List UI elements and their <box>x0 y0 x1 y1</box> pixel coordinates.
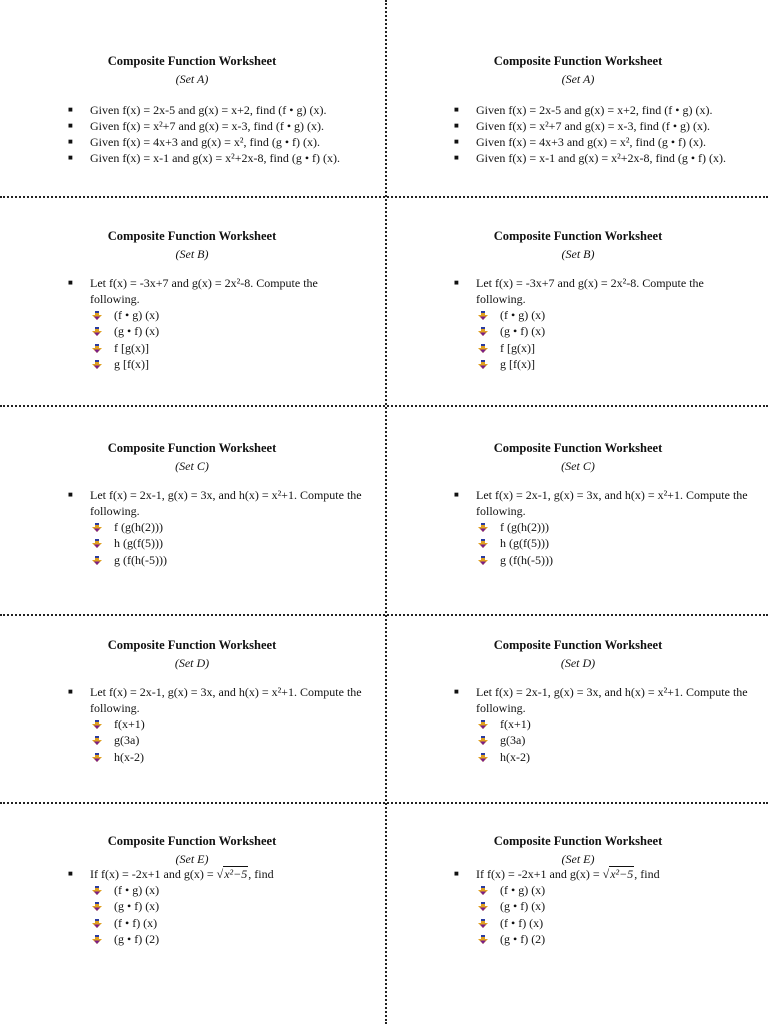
sub-problem-item <box>92 915 366 931</box>
arrow-bullet-icon <box>478 736 488 745</box>
sub-problem-list <box>66 882 366 947</box>
problem-item <box>452 684 752 716</box>
sub-problem-text: (g • f) (x) <box>114 899 160 914</box>
arrow-bullet-icon <box>92 720 102 729</box>
square-root <box>603 866 635 882</box>
arrow-bullet-icon <box>92 902 102 911</box>
square-bullet-icon: ■ <box>68 153 73 162</box>
arrow-bullet-icon <box>478 886 488 895</box>
worksheet-card <box>386 395 768 585</box>
sub-problem-text: g [f(x)] <box>500 356 535 371</box>
sub-problem-text: f(x+1) <box>114 717 145 731</box>
problem-text: If f(x) = -2x+1 and g(x) = <box>476 867 603 881</box>
sub-problem-item <box>478 307 752 323</box>
problem-text: Given f(x) = 4x+3 and g(x) = x², find (g • f) (x). <box>476 135 707 149</box>
arrow-bullet-icon <box>478 753 488 762</box>
problem-text: Let f(x) = -3x+7 and g(x) = 2x²-8. Compute the following. <box>476 276 704 306</box>
problem-list <box>66 102 366 166</box>
sub-problem-text: h (g(f(5))) <box>114 536 163 551</box>
sub-problem-list <box>452 519 752 568</box>
problem-text: Let f(x) = 2x-1, g(x) = 3x, and h(x) = x²+1. Compute the following. <box>90 685 362 715</box>
sub-problem-item <box>478 535 752 551</box>
card-set-label: (Set A) <box>175 72 209 86</box>
worksheet-card <box>0 183 384 373</box>
sub-problem-text: (f • g) (x) <box>500 308 546 322</box>
arrow-bullet-icon <box>92 935 102 944</box>
arrow-bullet-icon <box>478 720 488 729</box>
card-set-label: (Set B) <box>561 247 595 261</box>
card-title: Composite Function Worksheet <box>107 834 277 848</box>
sub-problem-item <box>92 931 366 947</box>
problem-item <box>66 134 366 150</box>
worksheet-card <box>386 183 768 373</box>
problem-list <box>452 102 752 166</box>
card-set-label: (Set C) <box>561 459 595 473</box>
arrow-bullet-icon <box>478 360 488 369</box>
sub-problem-item <box>478 323 752 339</box>
arrow-bullet-icon <box>478 344 488 353</box>
problem-item <box>66 102 366 118</box>
arrow-bullet-icon <box>92 736 102 745</box>
arrow-bullet-icon <box>92 919 102 928</box>
problem-list <box>66 487 366 568</box>
radicand: x²−5 <box>610 867 634 881</box>
sub-problem-item <box>92 356 366 372</box>
problem-text: , find <box>634 867 660 881</box>
sub-problem-list <box>452 307 752 372</box>
sub-problem-item <box>478 716 752 732</box>
sub-problem-text: h(x-2) <box>500 749 530 764</box>
card-title: Composite Function Worksheet <box>493 441 663 455</box>
sub-problem-item <box>478 882 752 898</box>
worksheet-card <box>0 788 384 978</box>
problem-item <box>452 487 752 519</box>
problem-text: Given f(x) = x-1 and g(x) = x²+2x-8, find (g • f) (x). <box>90 151 341 165</box>
card-title: Composite Function Worksheet <box>107 229 277 243</box>
problem-list <box>452 866 752 947</box>
arrow-bullet-icon <box>92 311 102 320</box>
square-bullet-icon: ■ <box>454 121 459 130</box>
card-title: Composite Function Worksheet <box>107 54 277 68</box>
square-bullet-icon: ■ <box>68 869 73 878</box>
sub-problem-text: g(3a) <box>500 733 526 748</box>
arrow-bullet-icon <box>478 523 488 532</box>
square-bullet-icon: ■ <box>454 687 459 696</box>
worksheet-card <box>386 592 768 782</box>
square-bullet-icon: ■ <box>68 137 73 146</box>
sub-problem-text: f (g(h(2))) <box>114 520 163 534</box>
sub-problem-text: f (g(h(2))) <box>500 520 549 534</box>
radical-sign-icon: √ <box>602 867 610 881</box>
arrow-bullet-icon <box>92 753 102 762</box>
card-title: Composite Function Worksheet <box>493 834 663 848</box>
arrow-bullet-icon <box>92 539 102 548</box>
problem-list <box>66 866 366 947</box>
sub-problem-item <box>478 915 752 931</box>
sub-problem-text: (g • f) (x) <box>114 324 160 339</box>
card-title: Composite Function Worksheet <box>493 54 663 68</box>
sub-problem-item <box>92 552 366 568</box>
sub-problem-text: g(3a) <box>114 733 140 748</box>
sub-problem-item <box>92 340 366 356</box>
sub-problem-list <box>66 716 366 765</box>
sub-problem-text: f [g(x)] <box>114 340 149 355</box>
card-title: Composite Function Worksheet <box>107 638 277 652</box>
problem-list <box>452 275 752 372</box>
square-bullet-icon: ■ <box>68 121 73 130</box>
sub-problem-text: f [g(x)] <box>500 340 535 355</box>
sub-problem-item <box>92 323 366 339</box>
sub-problem-list <box>452 716 752 765</box>
problem-text: Let f(x) = 2x-1, g(x) = 3x, and h(x) = x²+1. Compute the following. <box>476 685 748 715</box>
worksheet-card <box>0 395 384 585</box>
card-set-label: (Set E) <box>561 852 595 866</box>
square-bullet-icon: ■ <box>68 490 73 499</box>
problem-item <box>452 866 752 882</box>
problem-item <box>452 275 752 307</box>
sub-problem-item <box>478 356 752 372</box>
sub-problem-text: (f • g) (x) <box>114 883 160 897</box>
problem-text: Given f(x) = 2x-5 and g(x) = x+2, find (f • g) (x). <box>90 103 327 117</box>
card-set-label: (Set C) <box>175 459 209 473</box>
radicand: x²−5 <box>224 867 248 881</box>
sub-problem-text: g (f(h(-5))) <box>500 552 553 567</box>
problem-list <box>66 275 366 372</box>
sub-problem-item <box>478 732 752 748</box>
arrow-bullet-icon <box>478 311 488 320</box>
card-title: Composite Function Worksheet <box>107 441 277 455</box>
sub-problem-text: (g • f) (2) <box>500 931 546 946</box>
problem-text: Let f(x) = 2x-1, g(x) = 3x, and h(x) = x²+1. Compute the following. <box>90 488 362 518</box>
sub-problem-text: (f • f) (x) <box>114 915 158 930</box>
worksheet-card <box>386 8 768 198</box>
problem-text: Given f(x) = x²+7 and g(x) = x-3, find (f • g) (x). <box>476 119 711 133</box>
sub-problem-item <box>478 898 752 914</box>
card-title: Composite Function Worksheet <box>493 229 663 243</box>
problem-item <box>452 150 752 166</box>
problem-item <box>452 102 752 118</box>
worksheet-card <box>386 788 768 978</box>
sub-problem-list <box>452 882 752 947</box>
card-set-label: (Set B) <box>175 247 209 261</box>
square-bullet-icon: ■ <box>454 153 459 162</box>
card-set-label: (Set A) <box>561 72 595 86</box>
arrow-bullet-icon <box>478 539 488 548</box>
card-set-label: (Set D) <box>174 656 210 670</box>
arrow-bullet-icon <box>92 327 102 336</box>
sub-problem-list <box>66 519 366 568</box>
problem-item <box>66 487 366 519</box>
arrow-bullet-icon <box>92 556 102 565</box>
sub-problem-item <box>92 882 366 898</box>
square-root <box>217 866 249 882</box>
sub-problem-item <box>92 749 366 765</box>
problem-text: Let f(x) = -3x+7 and g(x) = 2x²-8. Compute the following. <box>90 276 318 306</box>
square-bullet-icon: ■ <box>454 869 459 878</box>
problem-list <box>66 684 366 765</box>
arrow-bullet-icon <box>92 344 102 353</box>
arrow-bullet-icon <box>478 327 488 336</box>
worksheet-card <box>0 592 384 782</box>
sub-problem-list <box>66 307 366 372</box>
problem-text: Given f(x) = x²+7 and g(x) = x-3, find (f • g) (x). <box>90 119 325 133</box>
problem-text: If f(x) = -2x+1 and g(x) = <box>90 867 217 881</box>
card-set-label: (Set E) <box>175 852 209 866</box>
problem-list <box>452 487 752 568</box>
problem-text: Given f(x) = 2x-5 and g(x) = x+2, find (f • g) (x). <box>476 103 713 117</box>
problem-item <box>452 118 752 134</box>
arrow-bullet-icon <box>478 935 488 944</box>
sub-problem-item <box>478 340 752 356</box>
sub-problem-text: (f • f) (x) <box>500 915 544 930</box>
sub-problem-item <box>92 898 366 914</box>
sub-problem-text: (f • g) (x) <box>500 883 546 897</box>
problem-item <box>452 134 752 150</box>
sub-problem-text: g (f(h(-5))) <box>114 552 167 567</box>
problem-item <box>66 150 366 166</box>
problem-item <box>66 684 366 716</box>
problem-text: , find <box>248 867 274 881</box>
square-bullet-icon: ■ <box>68 105 73 114</box>
sub-problem-text: (g • f) (x) <box>500 324 546 339</box>
problem-list <box>452 684 752 765</box>
square-bullet-icon: ■ <box>454 137 459 146</box>
arrow-bullet-icon <box>92 886 102 895</box>
problem-text: Given f(x) = x-1 and g(x) = x²+2x-8, find (g • f) (x). <box>476 151 727 165</box>
sub-problem-text: h (g(f(5))) <box>500 536 549 551</box>
square-bullet-icon: ■ <box>454 278 459 287</box>
sub-problem-item <box>478 519 752 535</box>
sub-problem-text: f(x+1) <box>500 717 531 731</box>
square-bullet-icon: ■ <box>454 105 459 114</box>
sub-problem-text: (f • g) (x) <box>114 308 160 322</box>
sub-problem-text: (g • f) (2) <box>114 931 160 946</box>
sub-problem-item <box>92 732 366 748</box>
worksheet-card <box>0 8 384 198</box>
arrow-bullet-icon <box>92 523 102 532</box>
card-title: Composite Function Worksheet <box>493 638 663 652</box>
arrow-bullet-icon <box>478 902 488 911</box>
square-bullet-icon: ■ <box>454 490 459 499</box>
square-bullet-icon: ■ <box>68 687 73 696</box>
problem-text: Given f(x) = 4x+3 and g(x) = x², find (g • f) (x). <box>90 135 321 149</box>
sub-problem-item <box>92 307 366 323</box>
sub-problem-item <box>92 716 366 732</box>
sub-problem-text: h(x-2) <box>114 749 144 764</box>
sub-problem-text: g [f(x)] <box>114 356 149 371</box>
sub-problem-item <box>478 552 752 568</box>
arrow-bullet-icon <box>478 556 488 565</box>
problem-item <box>66 275 366 307</box>
problem-item <box>66 866 366 882</box>
sub-problem-item <box>478 749 752 765</box>
arrow-bullet-icon <box>478 919 488 928</box>
sub-problem-item <box>478 931 752 947</box>
arrow-bullet-icon <box>92 360 102 369</box>
problem-item <box>66 118 366 134</box>
sub-problem-text: (g • f) (x) <box>500 899 546 914</box>
square-bullet-icon: ■ <box>68 278 73 287</box>
sub-problem-item <box>92 519 366 535</box>
radical-sign-icon: √ <box>216 867 224 881</box>
sub-problem-item <box>92 535 366 551</box>
card-set-label: (Set D) <box>560 656 596 670</box>
problem-text: Let f(x) = 2x-1, g(x) = 3x, and h(x) = x²+1. Compute the following. <box>476 488 748 518</box>
